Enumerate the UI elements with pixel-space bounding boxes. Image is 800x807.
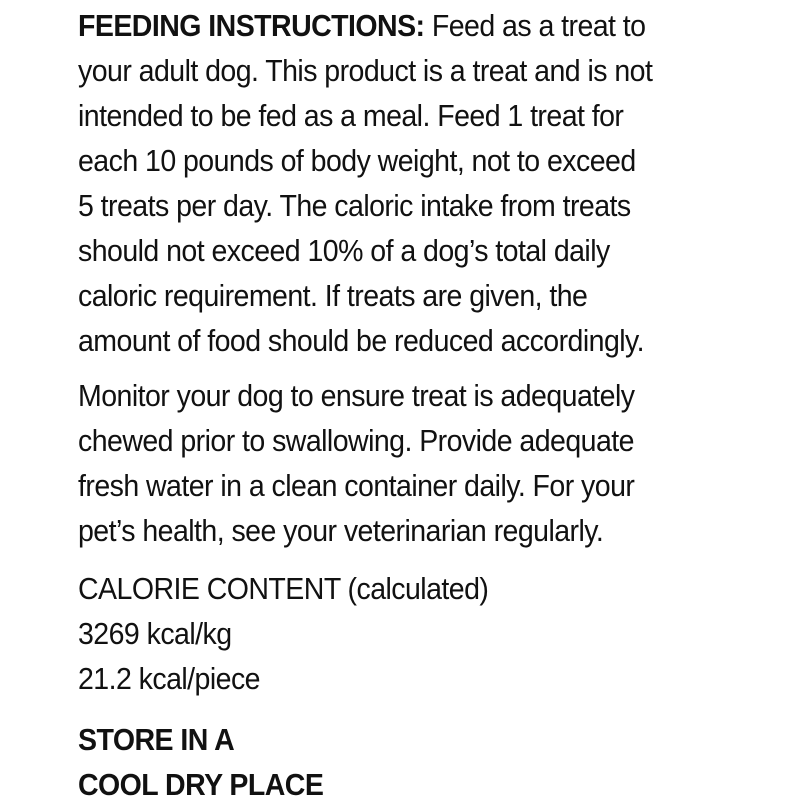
feeding-line-1	[78, 3, 722, 48]
monitor-line-4: pet’s health, see your veterinarian regularly.	[78, 513, 604, 548]
calorie-content-block	[78, 566, 722, 701]
calorie-per-kg: 3269 kcal/kg	[78, 616, 232, 651]
calorie-heading: CALORIE CONTENT (calculated)	[78, 571, 489, 606]
feeding-line-6: should not exceed 10% of a dog’s total daily	[78, 233, 610, 268]
feeding-line-7: caloric requirement. If treats are given, the	[78, 278, 588, 313]
feeding-heading: FEEDING INSTRUCTIONS:	[78, 8, 425, 43]
storage-line-2: COOL DRY PLACE	[78, 767, 324, 802]
feeding-text-1: Feed as a treat to	[424, 8, 646, 43]
calorie-per-piece: 21.2 kcal/piece	[78, 661, 260, 696]
monitor-line-3: fresh water in a clean container daily. For your	[78, 468, 635, 503]
feeding-instructions-paragraph	[78, 3, 722, 363]
feeding-line-5: 5 treats per day. The caloric intake from treats	[78, 188, 631, 223]
monitor-paragraph	[78, 373, 722, 553]
feeding-line-8: amount of food should be reduced accordingly.	[78, 323, 645, 358]
storage-line-1: STORE IN A	[78, 722, 235, 757]
feeding-line-3: intended to be fed as a meal. Feed 1 treat for	[78, 98, 624, 133]
feeding-line-4: each 10 pounds of body weight, not to exceed	[78, 143, 636, 178]
monitor-line-1: Monitor your dog to ensure treat is adequately	[78, 378, 635, 413]
monitor-line-2: chewed prior to swallowing. Provide adequate	[78, 423, 634, 458]
feeding-line-2: your adult dog. This product is a treat and is not	[78, 53, 653, 88]
storage-instructions	[78, 717, 722, 807]
